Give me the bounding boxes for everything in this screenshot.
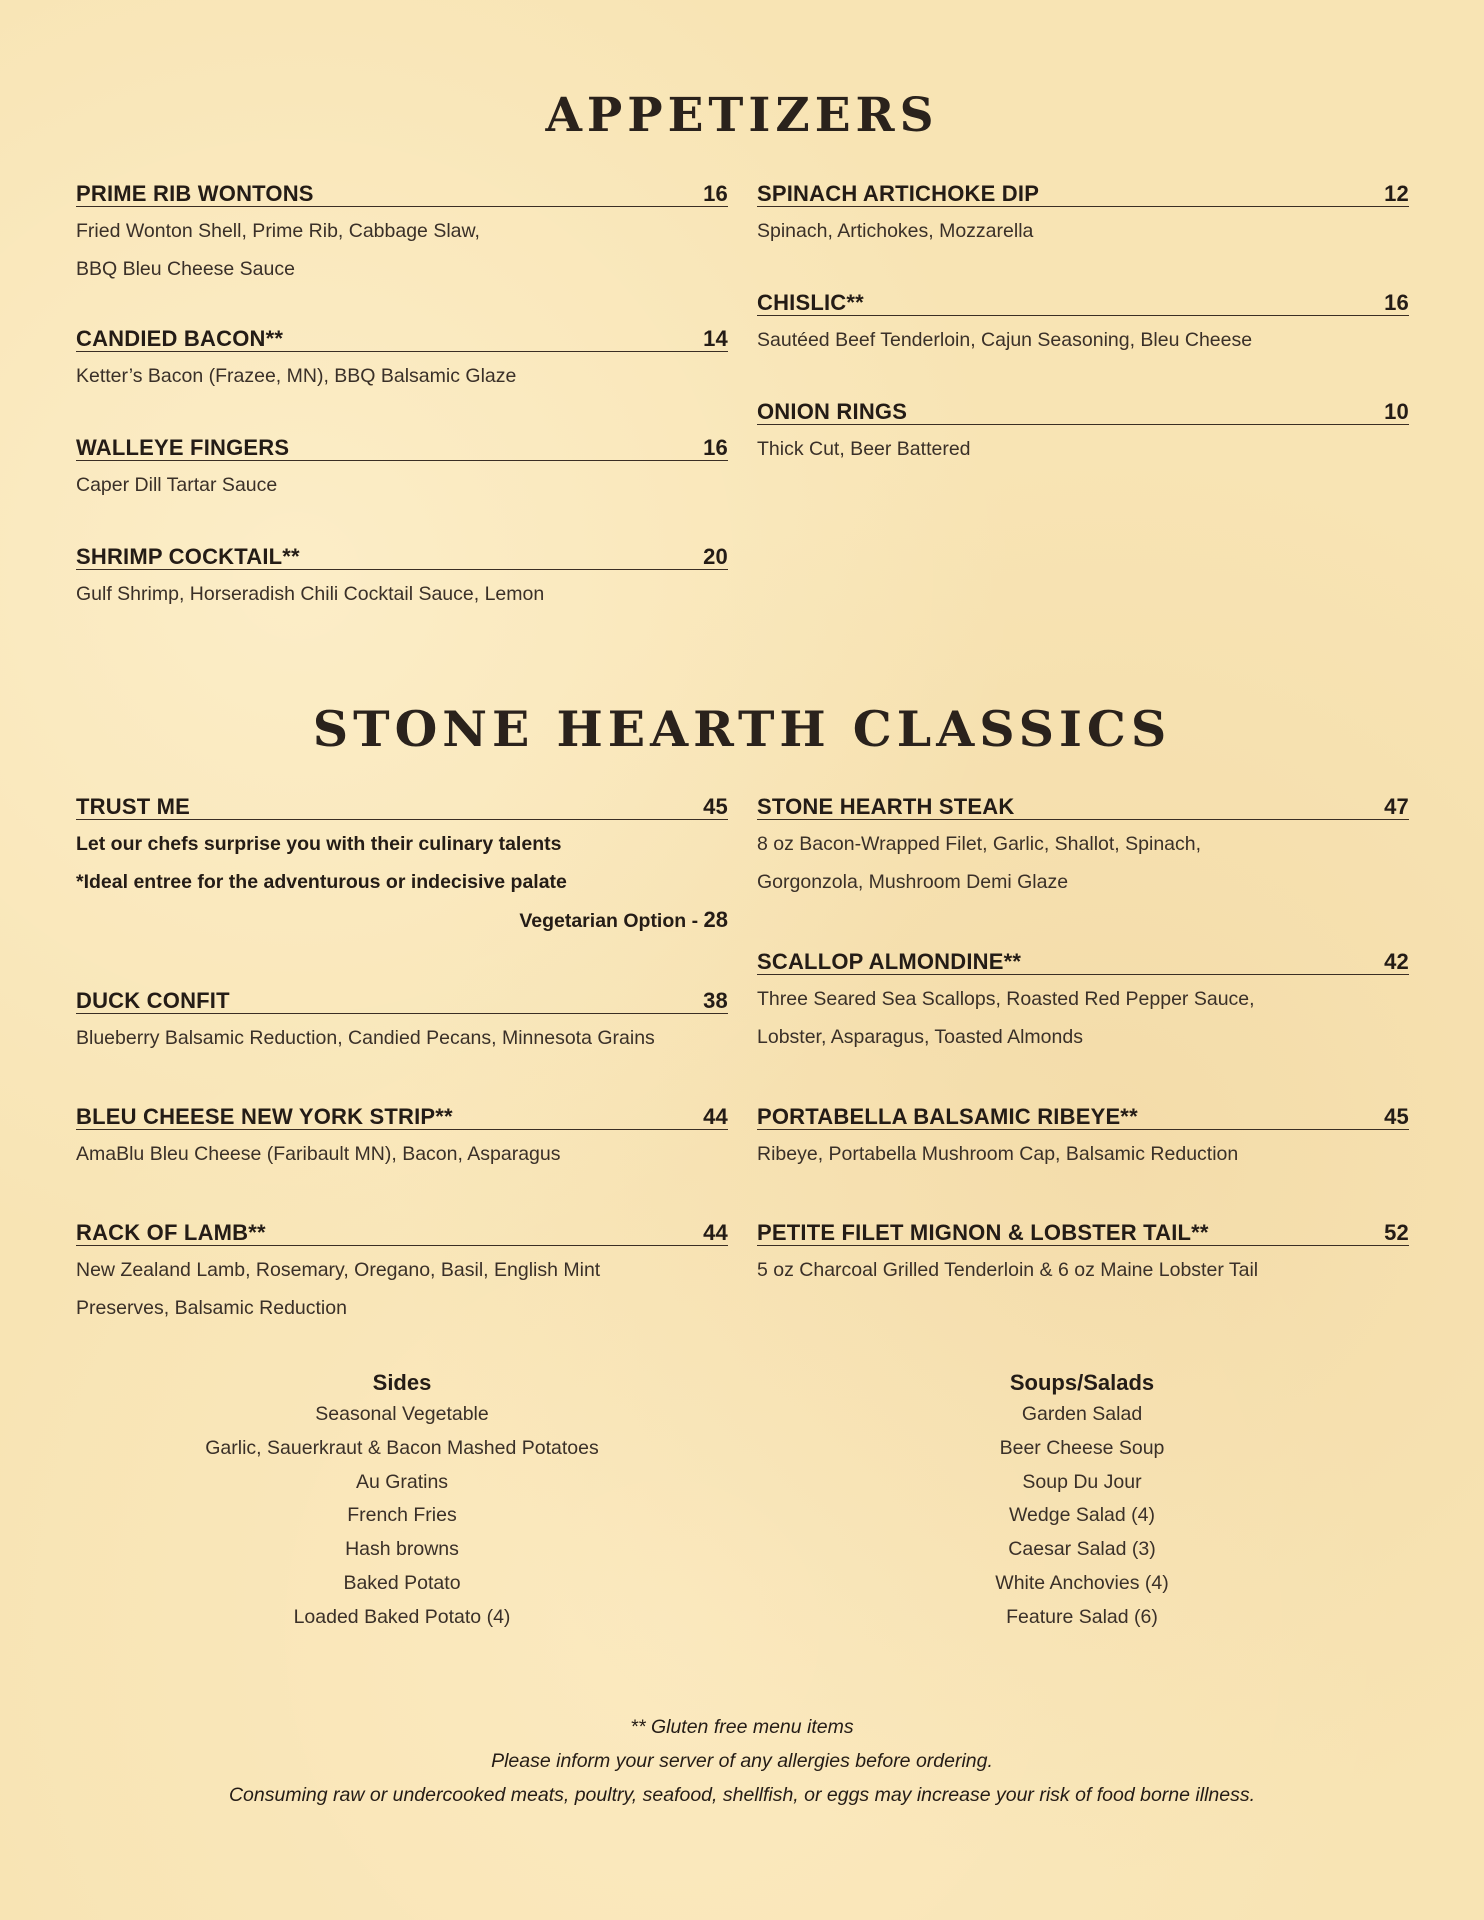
item-price: 45 xyxy=(1384,1104,1409,1129)
item-name: CHISLIC** xyxy=(757,290,864,315)
menu-item xyxy=(76,793,728,940)
item-description: 8 oz Bacon-Wrapped Filet, Garlic, Shallot, Spinach, Gorgonzola, Mushroom Demi Glaze xyxy=(757,833,1202,893)
item-name: PRIME RIB WONTONS xyxy=(76,181,314,206)
soups-salads-title: Soups/Salads xyxy=(1009,1370,1155,1395)
menu-item xyxy=(76,325,728,395)
item-name: RACK OF LAMB** xyxy=(76,1220,266,1245)
vegetarian-option: Vegetarian Option - 28 xyxy=(519,907,728,932)
item-name: WALLEYE FINGERS xyxy=(76,435,290,460)
list-item: Beer Cheese Soup xyxy=(999,1436,1165,1459)
item-name: BLEU CHEESE NEW YORK STRIP** xyxy=(76,1104,453,1129)
sides-list xyxy=(142,1368,662,1635)
list-item: White Anchovies (4) xyxy=(995,1571,1169,1594)
menu-item xyxy=(757,1103,1409,1173)
item-name: SPINACH ARTICHOKE DIP xyxy=(757,181,1040,206)
sides-title: Sides xyxy=(372,1370,432,1395)
item-price: 38 xyxy=(703,988,728,1013)
menu-item xyxy=(76,987,728,1057)
item-price: 44 xyxy=(703,1104,728,1129)
item-description: Blueberry Balsamic Reduction, Candied Pecans, Minnesota Grains xyxy=(76,1027,655,1049)
list-item: Caesar Salad (3) xyxy=(1008,1538,1156,1561)
consumption-warning: Consuming raw or undercooked meats, poultry, seafood, shellfish, or eggs may increase your risk of food borne illness. xyxy=(228,1784,1256,1806)
list-item: Wedge Salad (4) xyxy=(1009,1504,1155,1527)
item-price: 42 xyxy=(1384,949,1409,974)
item-name: STONE HEARTH STEAK xyxy=(757,794,1015,819)
menu-item xyxy=(757,793,1409,901)
item-description: Let our chefs surprise you with their culinary talents *Ideal entree for the adventurous or indecisive palate xyxy=(76,833,567,893)
list-item: Loaded Baked Potato (4) xyxy=(293,1605,511,1628)
menu-item xyxy=(76,1219,728,1327)
list-item: Feature Salad (6) xyxy=(1006,1605,1158,1628)
item-description: Ribeye, Portabella Mushroom Cap, Balsamic Reduction xyxy=(757,1143,1239,1165)
menu-item xyxy=(757,398,1409,468)
menu-item xyxy=(76,180,728,288)
item-price: 16 xyxy=(703,181,728,206)
list-item: Au Gratins xyxy=(355,1470,449,1493)
menu-item xyxy=(76,543,728,613)
menu-item xyxy=(757,948,1409,1056)
list-item: Hash browns xyxy=(345,1538,459,1561)
item-description: Ketter’s Bacon (Frazee, MN), BBQ Balsamic Glaze xyxy=(76,365,517,387)
appetizers-title: APPETIZERS xyxy=(545,88,939,143)
list-item: Soup Du Jour xyxy=(1022,1470,1142,1493)
classics-title: STONE HEARTH CLASSICS xyxy=(312,700,1172,758)
item-price: 14 xyxy=(703,326,728,351)
item-name: PETITE FILET MIGNON & LOBSTER TAIL** xyxy=(757,1220,1209,1245)
allergy-note: Please inform your server of any allergies before ordering. xyxy=(491,1750,993,1772)
item-price: 16 xyxy=(1384,290,1409,315)
item-price: 52 xyxy=(1384,1220,1409,1245)
item-description: AmaBlu Bleu Cheese (Faribault MN), Bacon, Asparagus xyxy=(76,1143,561,1165)
soups-salads-list xyxy=(822,1368,1342,1635)
item-description: Fried Wonton Shell, Prime Rib, Cabbage Slaw, BBQ Bleu Cheese Sauce xyxy=(76,220,480,280)
item-description: Gulf Shrimp, Horseradish Chili Cocktail Sauce, Lemon xyxy=(76,583,545,605)
item-description: Sautéed Beef Tenderloin, Cajun Seasoning, Bleu Cheese xyxy=(757,329,1253,351)
item-description: Three Seared Sea Scallops, Roasted Red Pepper Sauce, Lobster, Asparagus, Toasted Almonds xyxy=(757,988,1255,1048)
item-price: 47 xyxy=(1384,794,1409,819)
item-description: 5 oz Charcoal Grilled Tenderloin & 6 oz Maine Lobster Tail xyxy=(757,1259,1259,1281)
item-name: ONION RINGS xyxy=(757,399,908,424)
item-name: PORTABELLA BALSAMIC RIBEYE** xyxy=(757,1104,1138,1129)
item-description: Spinach, Artichokes, Mozzarella xyxy=(757,220,1034,242)
item-description: Caper Dill Tartar Sauce xyxy=(76,474,278,496)
list-item: Seasonal Vegetable xyxy=(315,1403,489,1425)
menu-item xyxy=(76,434,728,504)
gluten-free-note: ** Gluten free menu items xyxy=(630,1716,854,1738)
list-item: Baked Potato xyxy=(343,1571,461,1594)
item-price: 10 xyxy=(1384,399,1409,424)
item-price: 44 xyxy=(703,1220,728,1245)
menu-item xyxy=(757,180,1409,250)
item-name: SCALLOP ALMONDINE** xyxy=(757,949,1022,974)
menu-footer xyxy=(0,1710,1484,1812)
list-item: Garlic, Sauerkraut & Bacon Mashed Potatoes xyxy=(205,1436,599,1459)
item-price: 45 xyxy=(703,794,728,819)
item-name: CANDIED BACON** xyxy=(76,326,284,351)
menu-item xyxy=(76,1103,728,1173)
list-item: Garden Salad xyxy=(1021,1403,1143,1425)
item-price: 20 xyxy=(703,544,728,569)
item-price: 16 xyxy=(703,435,728,460)
item-name: SHRIMP COCKTAIL** xyxy=(76,544,300,569)
item-name: DUCK CONFIT xyxy=(76,988,230,1013)
item-price: 12 xyxy=(1384,181,1409,206)
item-description: New Zealand Lamb, Rosemary, Oregano, Basil, English Mint Preserves, Balsamic Reduction xyxy=(76,1259,601,1319)
list-item: French Fries xyxy=(347,1504,457,1527)
item-description: Thick Cut, Beer Battered xyxy=(757,438,971,460)
menu-item xyxy=(757,289,1409,359)
item-name: TRUST ME xyxy=(76,794,191,819)
menu-item xyxy=(757,1219,1409,1289)
